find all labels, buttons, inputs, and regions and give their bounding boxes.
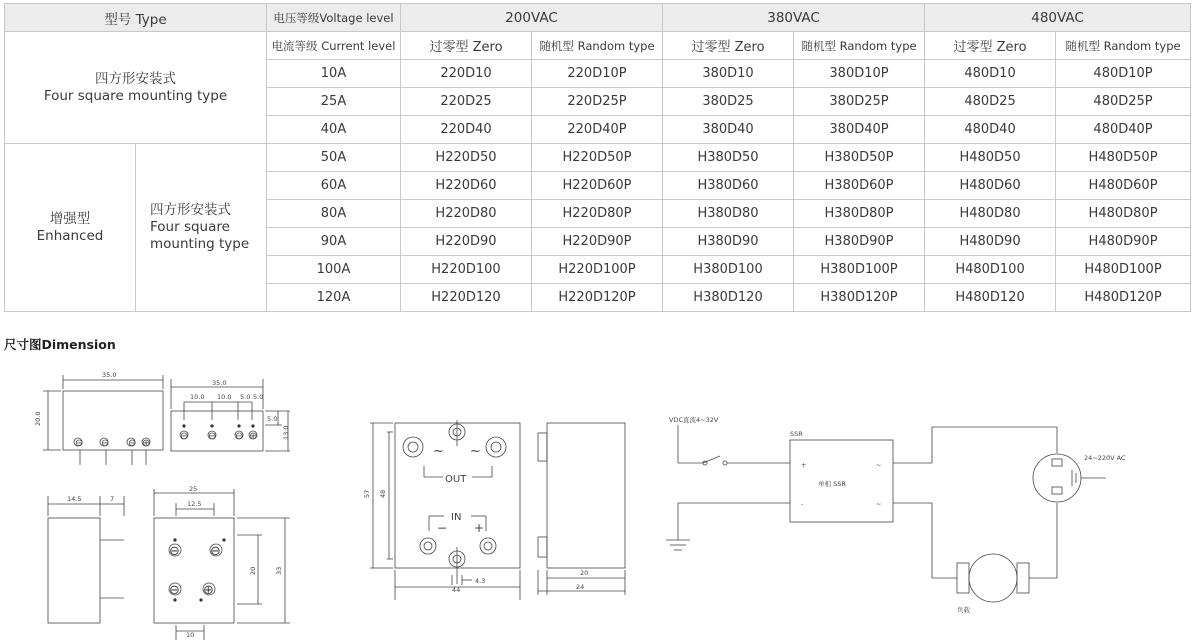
model-cell: 480D10P (1056, 60, 1191, 88)
dim-20: 20 (580, 569, 589, 577)
model-cell: H480D90P (1056, 228, 1191, 256)
model-cell: H220D120P (532, 284, 663, 312)
voltage-header: 电压等级Voltage level (267, 4, 401, 32)
dim-pitch2: 10.0 (217, 393, 232, 401)
model-cell: 220D40P (532, 116, 663, 144)
model-cell: H380D80 (663, 200, 794, 228)
model-cell: H480D80P (1056, 200, 1191, 228)
model-cell: H380D60P (794, 172, 925, 200)
model-header: 型号 Type (5, 4, 267, 32)
model-cell: 480D25 (925, 88, 1056, 116)
front-view-small (43, 375, 163, 465)
group1-cn: 四方形安装式 (95, 70, 176, 87)
model-cell: H220D100P (532, 256, 663, 284)
terminal-signs-small (75, 431, 257, 449)
group2-en: Enhanced (36, 227, 104, 244)
current-header: 电流等级 Current level (267, 32, 401, 60)
current-cell: 50A (267, 144, 401, 172)
ssr-minus: - (801, 500, 804, 508)
model-cell: H380D90 (663, 228, 794, 256)
svg-text:⊕: ⊕ (142, 438, 151, 449)
dim-w10: 10 (186, 631, 195, 639)
group2-sub-cn: 四方形安装式 (150, 202, 231, 218)
svg-text:⊖: ⊖ (210, 544, 221, 559)
dim-w25: 25 (189, 485, 198, 493)
terminal-signs-bottom (169, 544, 221, 598)
svg-text:⊖: ⊖ (75, 438, 84, 449)
ssr-name: 单相 SSR (818, 480, 846, 488)
dimension-labels-large (363, 444, 588, 594)
model-cell: H380D50 (663, 144, 794, 172)
current-cell: 40A (267, 116, 401, 144)
minus-sign: − (437, 521, 448, 535)
group1-en: Four square mounting type (43, 87, 228, 104)
dim-top-width: 35.0 (212, 379, 227, 387)
model-cell: 220D10P (532, 60, 663, 88)
model-cell: 480D40 (925, 116, 1056, 144)
current-cell: 60A (267, 172, 401, 200)
tilde-right: ~ (470, 444, 481, 459)
svg-text:⊕: ⊕ (203, 583, 214, 598)
bottom-view-small (154, 489, 290, 640)
svg-text:⊖: ⊖ (169, 583, 180, 598)
wiring-diagram (666, 425, 1106, 602)
svg-text:⊖: ⊖ (169, 544, 180, 559)
svg-text:⊖: ⊖ (128, 438, 137, 449)
model-cell: H220D100 (401, 256, 532, 284)
model-cell: H480D90 (925, 228, 1056, 256)
model-cell: H220D120 (401, 284, 532, 312)
svg-text:⊖: ⊖ (235, 431, 244, 442)
model-cell: 380D10 (663, 60, 794, 88)
current-cell: 80A (267, 200, 401, 228)
dim-pitch4: 5.0 (253, 393, 264, 401)
model-cell: H480D50P (1056, 144, 1191, 172)
ssr-label: SSR (790, 430, 803, 438)
model-cell: H220D60P (532, 172, 663, 200)
svg-text:⊖: ⊖ (101, 438, 110, 449)
model-cell: H220D80P (532, 200, 663, 228)
front-view-large (370, 420, 520, 600)
model-cell: 380D10P (794, 60, 925, 88)
voltage-200-header: 200VAC (401, 4, 663, 32)
group2-cn: 增强型 (49, 210, 91, 227)
dim-body-h: 13.0 (282, 425, 290, 440)
dim-side2: 7 (110, 495, 115, 503)
random-header: 随机型 Random type (532, 32, 663, 60)
dimension-title: 尺寸图Dimension (4, 337, 116, 352)
model-cell: H480D120 (925, 284, 1056, 312)
ac-label: 24~220V AC (1084, 454, 1126, 462)
zero-header: 过零型 Zero (401, 32, 532, 60)
group2-sub-en: Four square mounting type (150, 219, 250, 252)
dim-side1: 14.5 (67, 495, 82, 503)
current-cell: 25A (267, 88, 401, 116)
model-cell: 220D10 (401, 60, 532, 88)
circuit-labels (669, 415, 1126, 614)
model-cell: H480D60P (1056, 172, 1191, 200)
model-cell: 220D40 (401, 116, 532, 144)
model-cell: H220D60 (401, 172, 532, 200)
in-label: IN (451, 512, 462, 523)
model-cell: H220D80 (401, 200, 532, 228)
model-cell: 220D25P (532, 88, 663, 116)
model-cell: H380D50P (794, 144, 925, 172)
model-cell: 480D10 (925, 60, 1056, 88)
current-cell: 90A (267, 228, 401, 256)
svg-text:⊖: ⊖ (208, 431, 217, 442)
model-cell: H480D50 (925, 144, 1056, 172)
model-cell: 380D25 (663, 88, 794, 116)
svg-text:⊖: ⊖ (180, 431, 189, 442)
zero-header: 过零型 Zero (925, 32, 1056, 60)
dim-width: 35.0 (102, 371, 117, 379)
dim-h20: 20 (249, 566, 257, 575)
current-cell: 10A (267, 60, 401, 88)
dim-48: 48 (379, 489, 387, 498)
dim-pitch1: 10.0 (190, 393, 205, 401)
load-label: 负载 (957, 606, 970, 614)
model-cell: H220D50 (401, 144, 532, 172)
model-cell: 220D25 (401, 88, 532, 116)
ssr-tilde-top: ~ (876, 461, 882, 469)
side-view-small (48, 496, 124, 623)
model-cell: H380D100P (794, 256, 925, 284)
model-cell: H380D90P (794, 228, 925, 256)
model-cell: 380D40P (794, 116, 925, 144)
dim-height: 20.0 (34, 411, 42, 426)
model-cell: H380D100 (663, 256, 794, 284)
model-cell: H380D120P (794, 284, 925, 312)
model-cell: 380D40 (663, 116, 794, 144)
voltage-480-header: 480VAC (925, 4, 1191, 32)
model-cell: 380D25P (794, 88, 925, 116)
dim-term-h: 5.0 (267, 415, 278, 423)
current-cell: 100A (267, 256, 401, 284)
dim-pitch3: 5.0 (240, 393, 251, 401)
model-cell: H220D50P (532, 144, 663, 172)
current-cell: 120A (267, 284, 401, 312)
dim-24: 24 (576, 583, 585, 591)
dim-w125: 12.5 (187, 500, 202, 508)
model-cell: H220D90P (532, 228, 663, 256)
model-cell: H380D120 (663, 284, 794, 312)
out-label: OUT (445, 474, 467, 485)
plus-sign: + (474, 521, 485, 535)
dim-57: 57 (363, 489, 371, 498)
dim-43: 4.3 (475, 577, 486, 585)
svg-text:⊕: ⊕ (249, 431, 258, 442)
model-cell: H480D120P (1056, 284, 1191, 312)
model-cell: H380D60 (663, 172, 794, 200)
voltage-380-header: 380VAC (663, 4, 925, 32)
ssr-tilde-bottom: ~ (876, 500, 882, 508)
model-cell: H480D100P (1056, 256, 1191, 284)
vdc-label: VDC直流4~32V (669, 416, 719, 424)
random-header: 随机型 Random type (794, 32, 925, 60)
tilde-left: ~ (433, 444, 444, 459)
random-header: 随机型 Random type (1056, 32, 1191, 60)
model-cell: H480D80 (925, 200, 1056, 228)
model-cell: H380D80P (794, 200, 925, 228)
ssr-plus: + (801, 461, 807, 469)
model-cell: H480D60 (925, 172, 1056, 200)
dim-44: 44 (452, 586, 461, 594)
dim-h33: 33 (275, 566, 283, 575)
model-cell: 480D40P (1056, 116, 1191, 144)
zero-header: 过零型 Zero (663, 32, 794, 60)
model-cell: H480D100 (925, 256, 1056, 284)
model-cell: H220D90 (401, 228, 532, 256)
model-cell: 480D25P (1056, 88, 1191, 116)
